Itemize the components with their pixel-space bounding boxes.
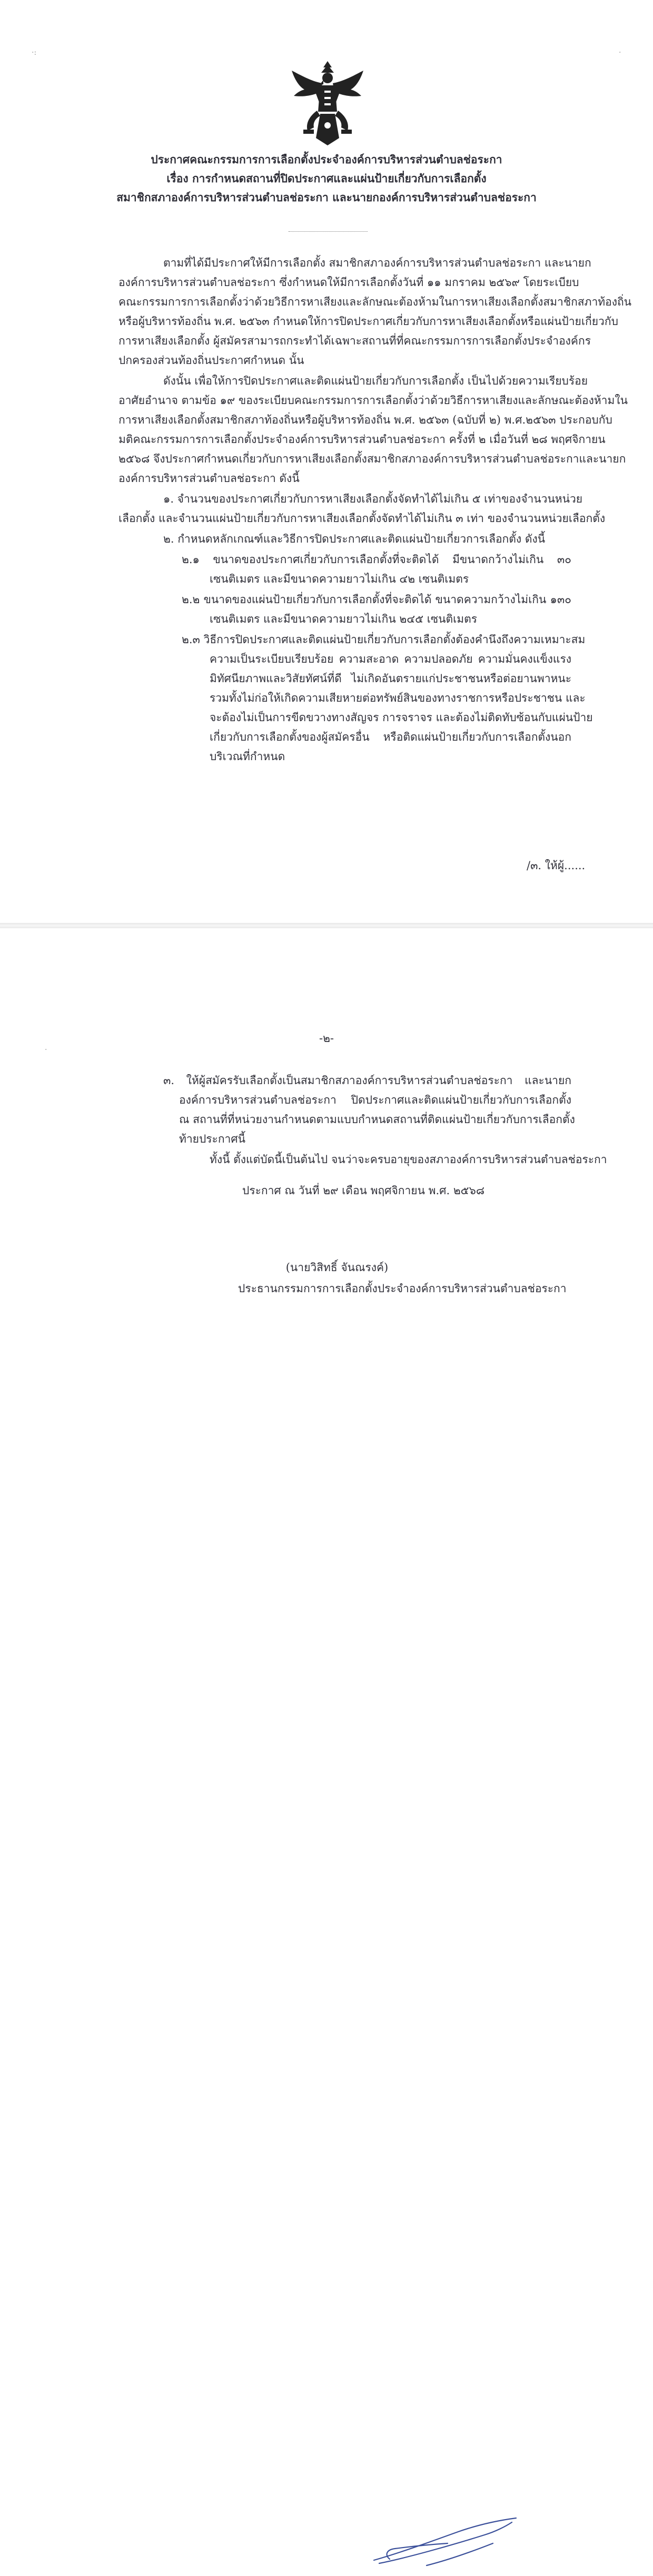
announcement-subject-cont: สมาชิกสภาองค์การบริหารส่วนตำบลช่อระกา และนายกองค์การบริหารส่วนตำบลช่อระกา	[116, 191, 537, 204]
item3-line4: ท้ายประกาศนี้	[179, 1133, 246, 1145]
item2-3-line6: เกี่ยวกับการเลือกตั้งของผู้สมัครอื่น หรือติดแผ่นป้ายเกี่ยวกับการเลือกตั้งนอก	[210, 731, 571, 743]
para2-line1: ดังนั้น เพื่อให้การปิดประกาศและติดแผ่นป้ายเกี่ยวกับการเลือกตั้ง เป็นไปด้วยความเรียบร้อย	[163, 375, 588, 387]
item2-1-line2: เซนติเมตร และมีขนาดความยาวไม่เกิน ๔๒ เซนติเมตร	[210, 573, 469, 585]
title-divider	[289, 231, 368, 232]
signer-title: ประธานกรรมการการเลือกตั้งประจำองค์การบริหารส่วนตำบลช่อระกา	[238, 1282, 567, 1295]
scan-speck: ·:	[32, 48, 37, 57]
item1-line2: เลือกตั้ง และจำนวนแผ่นป้ายเกี่ยวกับการหาเสียงเลือกตั้งจัดทำได้ไม่เกิน ๓ เท่า ของจำนวนหน่วยเลือกตั้ง	[118, 512, 606, 525]
item1-line1: ๑. จำนวนของประกาศเกี่ยวกับการหาเสียงเลือกตั้งจัดทำได้ไม่เกิน ๕ เท่าของจำนวนหน่วย	[163, 493, 583, 505]
para2-line3: การหาเสียงเลือกตั้งสมาชิกสภาท้องถิ่นหรือผู้บริหารท้องถิ่น พ.ศ. ๒๕๖๓ (ฉบับที่ ๒) พ.ศ.๒๕๖๓ ประกอบกับ	[118, 414, 612, 426]
item2-2-line2: เซนติเมตร และมีขนาดความยาวไม่เกิน ๒๔๕ เซนติเมตร	[210, 613, 478, 625]
para1-line5: การหาเสียงเลือกตั้ง ผู้สมัครสามารถกระทำได้เฉพาะสถานที่ที่คณะกรรมการการเลือกตั้งประจำองค์กร	[118, 335, 591, 347]
item3-line1: ๓. ให้ผู้สมัครรับเลือกตั้งเป็นสมาชิกสภาองค์การบริหารส่วนตำบลช่อระกา และนายก	[163, 1074, 571, 1087]
announcement-title: ประกาศคณะกรรมการการเลือกตั้งประจำองค์การบริหารส่วนตำบลช่อระกา	[151, 153, 502, 166]
para2-line6: องค์การบริหารส่วนตำบลช่อระกา ดังนี้	[118, 472, 300, 485]
para1-line4: หรือผู้บริหารท้องถิ่น พ.ศ. ๒๕๖๓ กำหนดให้การปิดประกาศเกี่ยวกับการหาเสียงเลือกตั้งหรือแผ่นป้ายเกี่ยวกับ	[118, 315, 618, 328]
item2-3-line7: บริเวณที่กำหนด	[210, 750, 285, 763]
item2-3-line4: รวมทั้งไม่ก่อให้เกิดความเสียหายต่อทรัพย์สินของทางราชการหรือประชาชน และ	[210, 692, 586, 704]
para2-line2: อาศัยอำนาจ ตามข้อ ๑๙ ของระเบียบคณะกรรมการการเลือกตั้งว่าด้วยวิธีการหาเสียงและลักษณะต้องห้ามใน	[118, 394, 628, 407]
continued-marker: /๓. ให้ผู้......	[527, 859, 586, 872]
item2-2-line1: ๒.๒ ขนาดของแผ่นป้ายเกี่ยวกับการเลือกตั้งที่จะติดได้ ขนาดความกว้างไม่เกิน ๑๓๐	[182, 593, 571, 606]
page-break	[0, 923, 653, 928]
item2-1-line1: ๒.๑ ขนาดของประกาศเกี่ยวกับการเลือกตั้งที่จะติดได้ มีขนาดกว้างไม่เกิน ๓๐	[182, 553, 571, 566]
announce-date: ประกาศ ณ วันที่ ๒๙ เดือน พฤศจิกายน พ.ศ. ๒๕๖๘	[242, 1184, 485, 1197]
document-page-2	[0, 930, 653, 1848]
para1-line3: คณะกรรมการการเลือกตั้งว่าด้วยวิธีการหาเสียงและลักษณะต้องห้ามในการหาเสียงเลือกตั้งสมาชิกสภาท้องถิ่น	[118, 296, 632, 308]
para1-line2: องค์การบริหารส่วนตำบลช่อระกา ซึ่งกำหนดให้มีการเลือกตั้งวันที่ ๑๑ มกราคม ๒๕๖๙ โดยระเบียบ	[118, 276, 579, 289]
para1-line6: ปกครองส่วนท้องถิ่นประกาศกำหนด นั้น	[118, 354, 304, 367]
garuda-emblem-icon	[289, 59, 367, 149]
item2-3-line2: ความเป็นระเบียบเรียบร้อย ความสะอาด ความปลอดภัย ความมั่นคงแข็งแรง	[210, 653, 571, 665]
para1-line1: ตามที่ได้มีประกาศให้มีการเลือกตั้ง สมาชิกสภาองค์การบริหารส่วนตำบลช่อระกา และนายก	[163, 257, 591, 269]
scan-speck: ·	[45, 1046, 47, 1054]
item2-3-line3: มิทัศนียภาพและวิสัยทัศน์ที่ดี ไม่เกิดอันตรายแก่ประชาชนหรือต่อยานพาหนะ	[210, 672, 571, 685]
signature-icon	[369, 2513, 527, 2576]
page-number: -๒-	[319, 1032, 334, 1045]
signer-name: (นายวิสิทธิ์ จันณรงค์)	[285, 1261, 389, 1274]
effective-clause: ทั้งนี้ ตั้งแต่บัดนี้เป็นต้นไป จนว่าจะครบอายุของสภาองค์การบริหารส่วนตำบลช่อระกา	[210, 1153, 607, 1166]
item2-3-line5: จะต้องไม่เป็นการขีดขวางทางสัญจร การจราจร และต้องไม่ติดทับซ้อนกับแผ่นป้าย	[210, 711, 593, 724]
item3-line2: องค์การบริหารส่วนตำบลช่อระกา ปิดประกาศและติดแผ่นป้ายเกี่ยวกับการเลือกตั้ง	[179, 1094, 571, 1106]
announcement-subject: เรื่อง การกำหนดสถานที่ปิดประกาศและแผ่นป้ายเกี่ยวกับการเลือกตั้ง	[166, 172, 487, 185]
para2-line5: ๒๕๖๘ จึงประกาศกำหนดเกี่ยวกับการหาเสียงเลือกตั้งสมาชิกสภาองค์การบริหารส่วนตำบลช่อระกาและนายก	[118, 453, 626, 465]
document-page-1	[0, 0, 653, 922]
para2-line4: มติคณะกรรมการการเลือกตั้งประจำองค์การบริหารส่วนตำบลช่อระกา ครั้งที่ ๒ เมื่อวันที่ ๒๘ พฤศจิกายน	[118, 433, 606, 446]
scan-speck: ·	[619, 48, 621, 57]
item3-line3: ณ สถานที่ที่หน่วยงานกำหนดตามแบบกำหนดสถานที่ติดแผ่นป้ายเกี่ยวกับการเลือกตั้ง	[179, 1113, 575, 1126]
item2-3-line1: ๒.๓ วิธีการปิดประกาศและติดแผ่นป้ายเกี่ยวกับการเลือกตั้งต้องคำนึงถึงความเหมาะสม	[182, 633, 586, 646]
item2-heading: ๒. กำหนดหลักเกณฑ์และวิธีการปิดประกาศและติดแผ่นป้ายเกี่ยวการเลือกตั้ง ดังนี้	[163, 533, 546, 545]
